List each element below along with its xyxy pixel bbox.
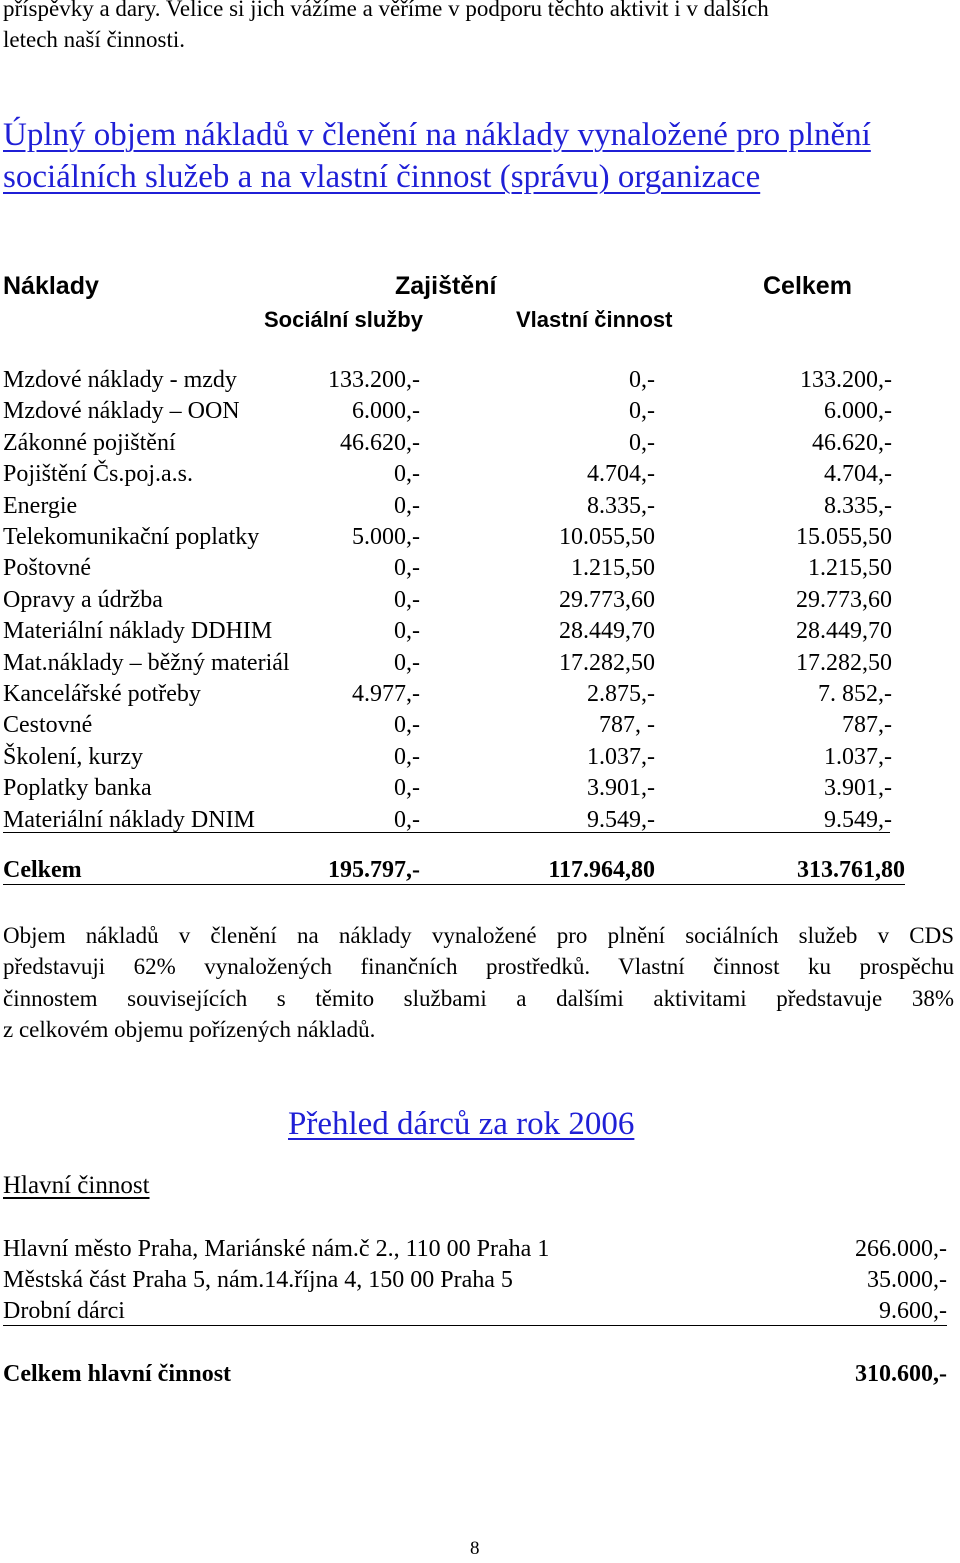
cost-title-line-2: sociálních služeb a na vlastní činnost (správu) organizace	[3, 159, 761, 195]
row-total-value: 15.055,50	[796, 524, 892, 550]
donors-total-amount: 310.600,-	[855, 1361, 947, 1387]
header-costs: Náklady	[3, 272, 99, 300]
row-total-value: 6.000,-	[824, 398, 892, 425]
cost-title-line-1: Úplný objem nákladů v členění na náklady vynaložené pro plnění	[3, 117, 871, 153]
donors-total-label: Celkem hlavní činnost	[3, 1361, 232, 1387]
donor-amount: 9.600,-	[879, 1298, 947, 1324]
row-total-value: 8.335,-	[824, 492, 892, 519]
row-label: Energie	[3, 492, 78, 519]
row-own-value: 29.773,60	[559, 586, 655, 613]
row-social-value: 0,-	[394, 712, 420, 739]
row-label: Telekomunikační poplatky	[3, 524, 260, 550]
row-social-value: 0,-	[394, 743, 420, 770]
row-label: Poštovné	[3, 555, 92, 582]
row-social-value: 0,-	[394, 492, 420, 519]
table-row	[0, 430, 960, 460]
table-row	[0, 587, 960, 617]
table-total-row	[0, 857, 960, 887]
total-social: 195.797,-	[328, 857, 420, 883]
row-social-value: 0,-	[394, 806, 420, 833]
row-total-value: 1.215,50	[808, 555, 892, 582]
row-total-value: 3.901,-	[824, 775, 892, 802]
row-own-value: 1.037,-	[587, 743, 655, 770]
row-label: Materiální náklady DDHIM	[3, 618, 273, 645]
row-total-value: 17.282,50	[796, 649, 892, 676]
row-social-value: 5.000,-	[352, 524, 420, 550]
row-total-value: 46.620,-	[812, 429, 892, 456]
row-label: Mat.náklady – běžný materiál	[3, 649, 290, 676]
row-total-value: 4.704,-	[824, 461, 892, 488]
row-social-value: 0,-	[394, 555, 420, 582]
donors-section-heading: Hlavní činnost	[3, 1172, 150, 1199]
row-social-value: 0,-	[394, 649, 420, 676]
row-own-value: 17.282,50	[559, 649, 655, 676]
donor-amount: 266.000,-	[855, 1236, 947, 1262]
table-row	[0, 775, 960, 805]
row-own-value: 1.215,50	[571, 555, 655, 582]
underline-total-row	[3, 884, 905, 885]
row-own-value: 28.449,70	[559, 618, 655, 645]
table-row	[0, 524, 960, 554]
summary-line-1: Objem nákladů v členění na náklady vynaložené pro plnění sociálních služeb v CDS	[3, 923, 954, 948]
row-social-value: 0,-	[394, 586, 420, 613]
row-own-value: 2.875,-	[587, 681, 655, 707]
underline-last-row-label	[3, 832, 288, 833]
header-total: Celkem	[763, 272, 852, 300]
row-label: Poplatky banka	[3, 775, 152, 802]
row-label: Opravy a údržba	[3, 586, 163, 613]
donor-row	[0, 1298, 960, 1328]
row-label: Mzdové náklady – OON	[3, 398, 240, 425]
table-row	[0, 618, 960, 648]
row-total-value: 28.449,70	[796, 618, 892, 645]
row-own-value: 787, -	[599, 712, 655, 739]
row-total-value: 9.549,-	[824, 806, 892, 833]
donor-name: Drobní dárci	[3, 1298, 125, 1324]
row-total-value: 7. 852,-	[818, 681, 892, 707]
row-label: Mzdové náklady - mzdy	[3, 367, 237, 393]
row-label: Pojištění Čs.poj.a.s.	[3, 461, 194, 488]
donor-row	[0, 1236, 960, 1266]
summary-line-3: činnostem souvisejících s těmito službami a dalšími aktivitami představuje 38%	[3, 985, 954, 1011]
row-own-value: 4.704,-	[587, 461, 655, 488]
row-label: Kancelářské potřeby	[3, 681, 201, 707]
row-own-value: 0,-	[629, 398, 655, 425]
table-row	[0, 681, 960, 711]
header-provision: Zajištění	[395, 272, 497, 300]
summary-paragraph	[3, 920, 954, 1045]
row-label: Školení, kurzy	[3, 743, 143, 770]
row-social-value: 133.200,-	[328, 367, 420, 393]
donors-total-row	[0, 1361, 960, 1391]
table-row	[0, 367, 960, 397]
row-own-value: 0,-	[629, 429, 655, 456]
table-row	[0, 712, 960, 742]
table-row	[0, 744, 960, 774]
row-social-value: 6.000,-	[352, 398, 420, 425]
intro-line-2: letech naší činnosti.	[3, 27, 186, 52]
total-own: 117.964,80	[548, 857, 655, 883]
table-row	[0, 461, 960, 491]
donor-row	[0, 1267, 960, 1297]
table-row	[0, 398, 960, 428]
header-social-services: Sociální služby	[264, 307, 423, 332]
row-social-value: 4.977,-	[352, 681, 420, 707]
row-total-value: 133.200,-	[800, 367, 892, 393]
row-label: Zákonné pojištění	[3, 429, 176, 456]
row-total-value: 1.037,-	[824, 743, 892, 770]
donor-name: Hlavní město Praha, Mariánské nám.č 2., 110 00 Praha 1	[3, 1236, 550, 1262]
page-number: 8	[470, 1538, 480, 1559]
row-total-value: 787,-	[842, 712, 892, 739]
row-social-value: 0,-	[394, 618, 420, 645]
intro-line-1: příspěvky a dary. Velice si jich vážíme a věříme v podporu těchto aktivit i v dalších	[3, 0, 769, 21]
header-own-activity: Vlastní činnost	[516, 307, 673, 332]
donor-amount: 35.000,-	[867, 1267, 947, 1293]
total-sum: 313.761,80	[797, 857, 905, 883]
table-row	[0, 493, 960, 523]
row-total-value: 29.773,60	[796, 586, 892, 613]
donor-name: Městská část Praha 5, nám.14.října 4, 150 00 Praha 5	[3, 1267, 513, 1293]
row-own-value: 9.549,-	[587, 806, 655, 833]
underline-last-row-values	[288, 832, 890, 833]
row-own-value: 10.055,50	[559, 524, 655, 550]
row-social-value: 46.620,-	[340, 429, 420, 456]
underline-donors	[3, 1325, 947, 1326]
donors-title: Přehled dárců za rok 2006	[288, 1106, 635, 1142]
table-row	[0, 555, 960, 585]
row-label: Cestovné	[3, 712, 93, 739]
table-row	[0, 650, 960, 680]
total-label: Celkem	[3, 857, 82, 883]
row-social-value: 0,-	[394, 461, 420, 488]
row-own-value: 0,-	[629, 367, 655, 393]
row-label: Materiální náklady DNIM	[3, 806, 255, 833]
row-social-value: 0,-	[394, 775, 420, 802]
summary-line-2: představuji 62% vynaložených finančních prostředků. Vlastní činnost ku prospěchu	[3, 954, 954, 980]
summary-line-4: z celkovém objemu pořízených nákladů.	[3, 1016, 376, 1042]
row-own-value: 8.335,-	[587, 492, 655, 519]
row-own-value: 3.901,-	[587, 775, 655, 802]
